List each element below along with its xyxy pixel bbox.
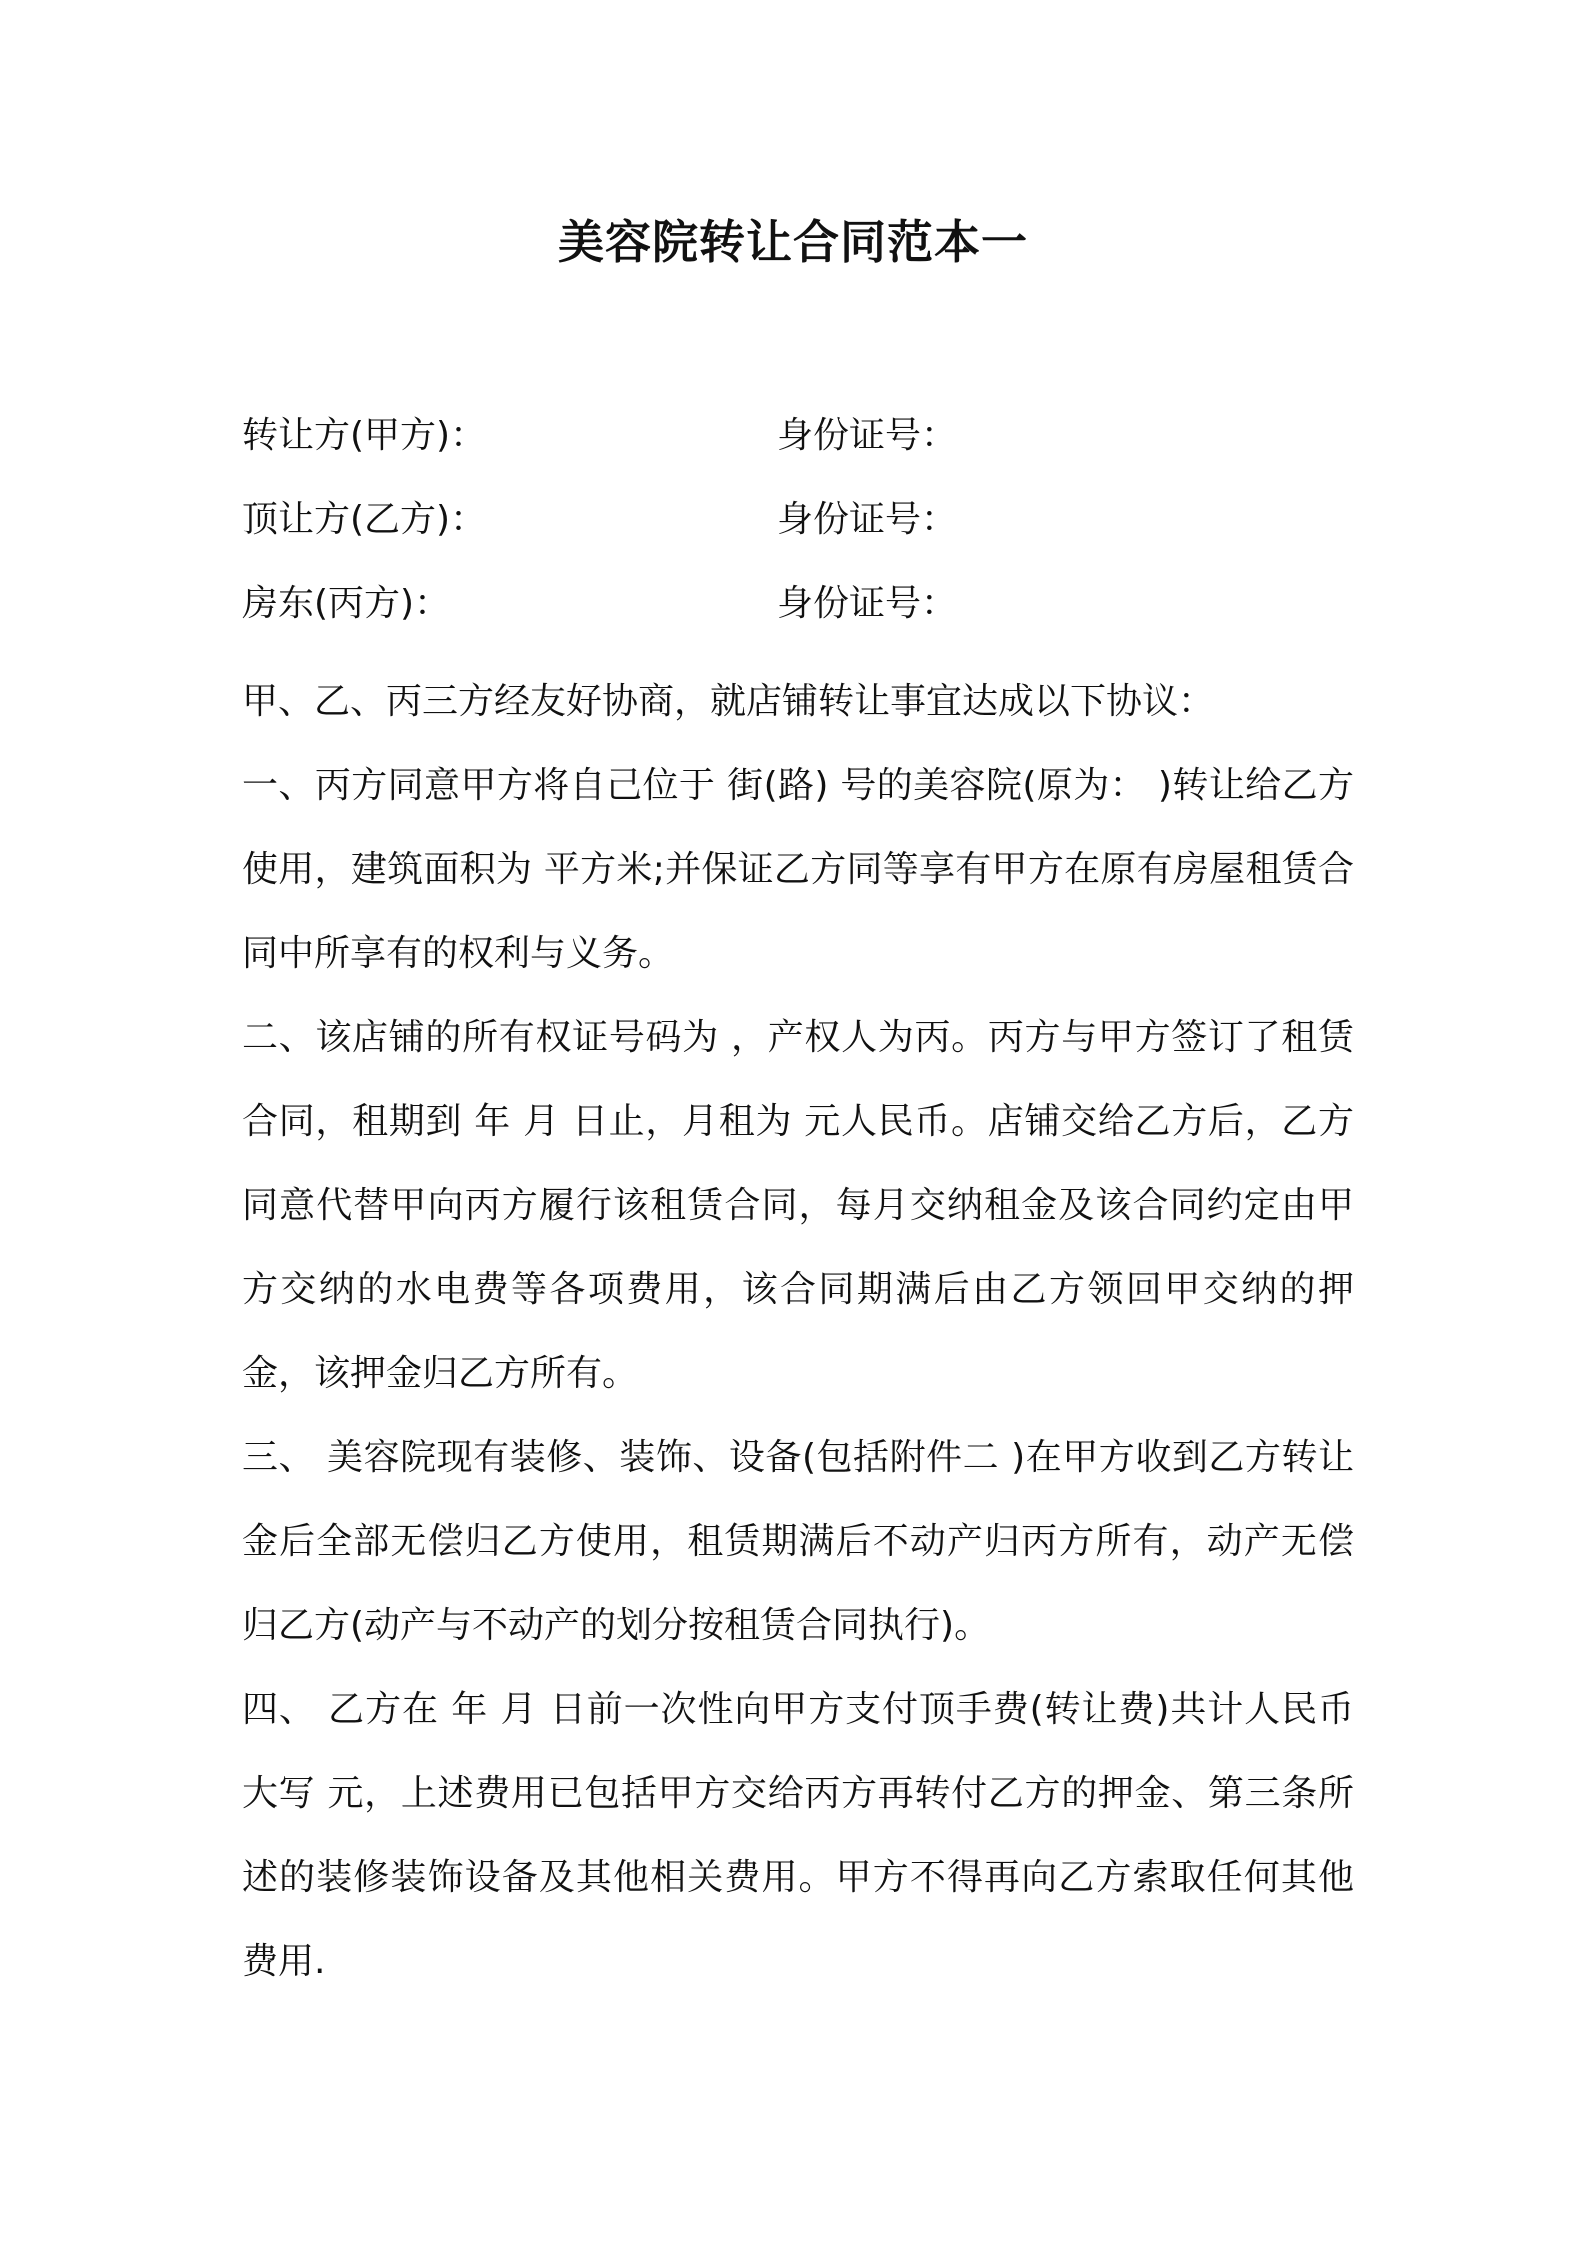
landlord-id-label: 身份证号： (777, 583, 958, 624)
party-row-transferee (242, 490, 1352, 550)
preamble-paragraph: 甲、乙、丙三方经友好协商，就店铺转让事宜达成以下协议： (242, 681, 1215, 722)
clause-3-paragraph: 三、 美容院现有装修、装饰、设备(包括附件二 )在甲方收到乙方转让金后全部无偿归乙方使用，租赁期满后不动产归丙方所有，动产无偿归乙方(动产与不动产的划分按租赁合同执行)。 (242, 1437, 1354, 1646)
document-title: 美容院转让合同范本一 (558, 215, 1028, 269)
contract-body (242, 660, 1354, 2004)
clause-2-paragraph: 二、该店铺的所有权证号码为 ，产权人为丙。丙方与甲方签订了租赁合同，租期到 年 月 日止，月租为 元人民币。店铺交给乙方后，乙方同意代替甲向丙方履行该租赁合同，每月交纳租金及该合同约定由甲方交纳的水电费等各项费用，该合同期满后由乙方领回甲交纳的押金，该押金归乙方所有。 (242, 1017, 1354, 1394)
party-row-transferor (242, 406, 1352, 466)
clause-4-paragraph: 四、 乙方在 年 月 日前一次性向甲方支付顶手费(转让费)共计人民币大写 元，上述费用已包括甲方交给丙方再转付乙方的押金、第三条所述的装修装饰设备及其他相关费用。甲方不得再向乙方索取任何其他费用. (242, 1689, 1354, 1982)
clause-1-paragraph: 一、丙方同意甲方将自己位于 街(路) 号的美容院(原为： )转让给乙方使用，建筑面积为 平方米;并保证乙方同等享有甲方在原有房屋租赁合同中所享有的权利与义务。 (242, 765, 1354, 974)
landlord-label: 房东(丙方)： (242, 583, 451, 624)
transferee-label: 顶让方(乙方)： (242, 499, 487, 540)
party-row-landlord (242, 574, 1352, 634)
transferee-id-label: 身份证号： (777, 499, 958, 540)
transferor-label: 转让方(甲方)： (242, 415, 487, 456)
transferor-id-label: 身份证号： (777, 415, 958, 456)
